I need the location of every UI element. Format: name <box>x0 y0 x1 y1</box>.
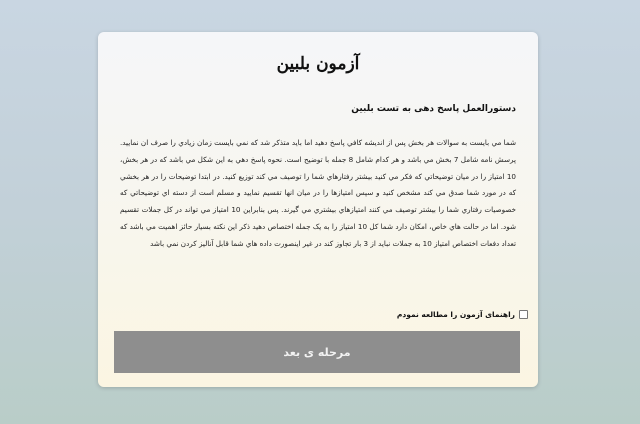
instructions-heading: دستورالعمل پاسخ دهی به تست بلبین <box>351 104 516 114</box>
next-step-button[interactable]: مرحله ی بعد <box>114 331 520 373</box>
agree-checkbox[interactable] <box>519 310 528 319</box>
agree-checkbox-row[interactable] <box>397 310 528 319</box>
instructions-text: شما مي بايست به سوالات هر بخش پس از انديشه کافي پاسخ دهيد اما بايد متذکر شد که نمي بايست زمان زيادي را صرف ان نماييد. پرسش نامه شامل 7 بخش مي باشد و هر کدام شامل 8 جمله با توضيح است. نحوه پاسخ دهي به اين شکل مي باشد که در هر بخش، 10 امتياز را در ميان توضيحاتي که فکر مي کنيد بيشتر رفتارهاي شما را توصيف مي کند توزيع کنيد. در ابتدا توضيحات را در هر بخشي که در مورد شما صدق مي کند مشخص کنيد و سپس امتيازها را در ميان انها تقسيم نماييد و مسلم است از دسته اي توضيحاتي که خصوصيات رفتاري شما را بيشتر توصيف مي کنند امتيازهاي بيشتري مي گيرند. پس بنابراين 10 امتياز مي تواند در کل جملات تقسيم شود. اما در حالت هاي خاص، امکان دارد شما کل 10 امتياز را به يک جمله اختصاص دهيد ذکر اين نکته بسيار حائز اهميت مي باشد که تعداد دفعات اختصاص امتياز 10 به جملات نبايد از 3 بار تجاوز کند در غير اينصورت داده هاي شما قابل آناليز کردن نمي باشد <box>120 138 517 248</box>
agree-checkbox-label[interactable]: راهنمای آزمون را مطالعه نمودم <box>396 310 515 319</box>
page-title: آزمون بلبین <box>276 54 360 74</box>
instructions-card <box>98 32 538 387</box>
